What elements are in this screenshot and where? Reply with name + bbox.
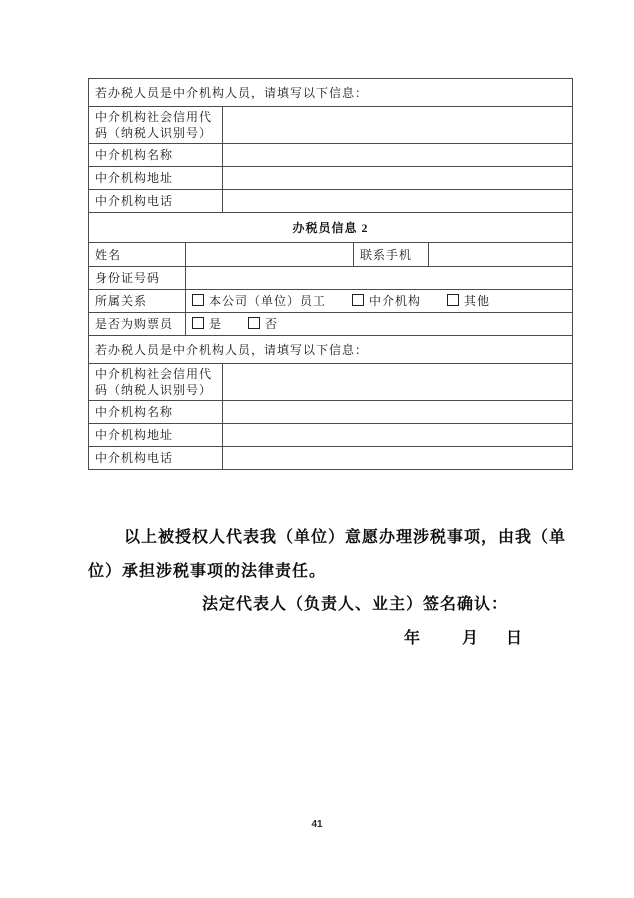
relation-option [352, 293, 421, 309]
table-row [89, 167, 573, 190]
field-value-cell [223, 447, 573, 470]
field-value-cell [223, 107, 573, 144]
field-value-cell [223, 401, 573, 424]
table-row [89, 144, 573, 167]
ticket-buyer-option-label: 是 [209, 317, 223, 331]
relation-option-label: 中介机构 [369, 294, 422, 308]
field-label: 中介机构名称 [89, 401, 223, 424]
table-row [89, 364, 573, 401]
table-row [89, 290, 573, 313]
checkbox-icon [248, 317, 260, 329]
tax-agent-form-table [88, 78, 573, 470]
ticket-buyer-option [192, 316, 222, 332]
ticket-buyer-option-label: 否 [265, 317, 279, 331]
table-row [89, 313, 573, 336]
page-number: 41 [311, 819, 323, 830]
field-label: 中介机构地址 [89, 167, 223, 190]
ticket-buyer-options-cell [186, 313, 573, 336]
relation-option [447, 293, 490, 309]
field-value-cell [186, 243, 354, 267]
checkbox-icon [352, 294, 364, 306]
field-label: 中介机构电话 [89, 447, 223, 470]
legal-statement: 以上被授权人代表我（单位）意愿办理涉税事项，由我（单位）承担涉税事项的法律责任。 [88, 529, 567, 580]
date-month-label: 月 [461, 630, 478, 647]
date-day-label: 日 [505, 630, 522, 647]
table-row [89, 190, 573, 213]
checkbox-icon [192, 294, 204, 306]
signature-confirmation-label: 法定代表人（负责人、业主）签名确认： [201, 596, 508, 613]
table-row [89, 424, 573, 447]
table-row [89, 267, 573, 290]
relation-option [192, 293, 326, 309]
section-title: 办税员信息 2 [89, 213, 573, 243]
field-label: 姓名 [89, 243, 186, 267]
ticket-buyer-option [248, 316, 278, 332]
field-label: 中介机构地址 [89, 424, 223, 447]
checkbox-icon [192, 317, 204, 329]
field-value-cell [429, 243, 573, 267]
relation-option-label: 本公司（单位）员工 [209, 294, 327, 308]
checkbox-icon [447, 294, 459, 306]
table-row [89, 336, 573, 364]
field-label: 中介机构电话 [89, 190, 223, 213]
field-label: 中介机构名称 [89, 144, 223, 167]
relation-option-label: 其他 [464, 294, 491, 308]
field-value-cell [223, 364, 573, 401]
table-row [89, 447, 573, 470]
field-label: 联系手机 [354, 243, 429, 267]
table-row [89, 107, 573, 144]
field-label: 身份证号码 [89, 267, 186, 290]
date-line [88, 625, 522, 648]
relation-options-cell [186, 290, 573, 313]
date-year-label: 年 [403, 630, 420, 647]
table-row [89, 213, 573, 243]
field-value-cell [186, 267, 573, 290]
instruction-note: 若办税人员是中介机构人员，请填写以下信息： [89, 79, 573, 107]
field-label: 是否为购票员 [89, 313, 186, 336]
field-label: 中介机构社会信用代码（纳税人识别号） [89, 364, 223, 401]
field-value-cell [223, 167, 573, 190]
instruction-note: 若办税人员是中介机构人员，请填写以下信息： [89, 336, 573, 364]
table-row [89, 401, 573, 424]
table-row [89, 243, 573, 267]
field-value-cell [223, 424, 573, 447]
field-label: 所属关系 [89, 290, 186, 313]
field-label: 中介机构社会信用代码（纳税人识别号） [89, 107, 223, 144]
table-row [89, 79, 573, 107]
field-value-cell [223, 190, 573, 213]
field-value-cell [223, 144, 573, 167]
